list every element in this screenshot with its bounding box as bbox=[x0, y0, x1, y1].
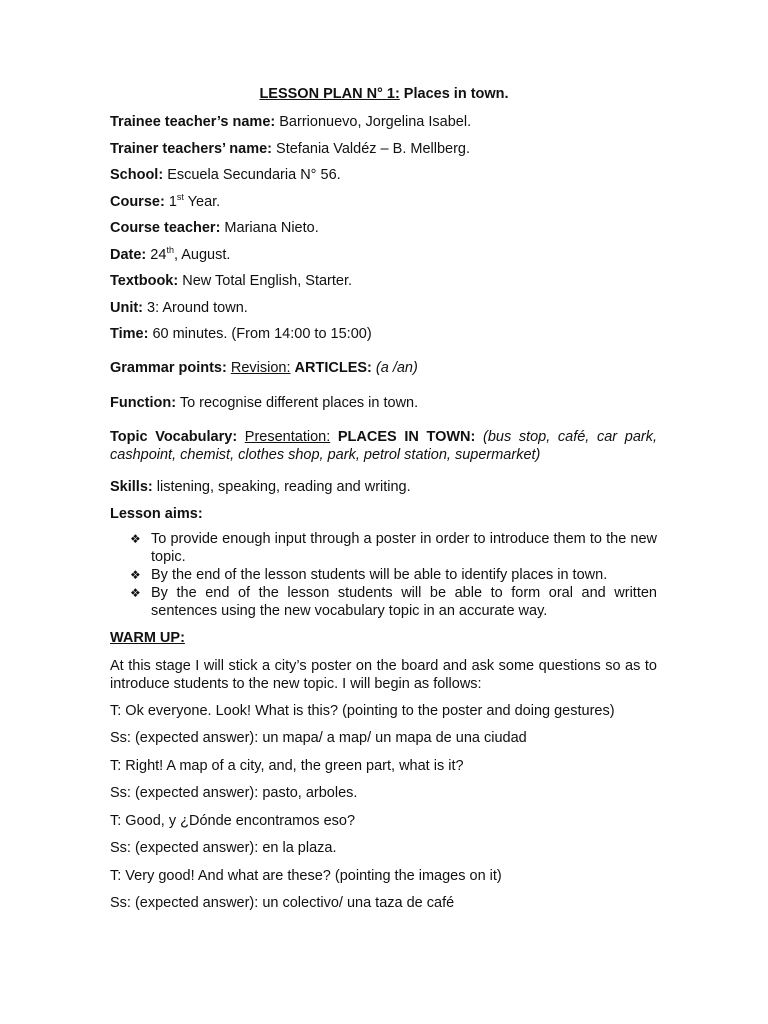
dialogue-line: T: Ok everyone. Look! What is this? (pointing to the poster and doing gestures) bbox=[110, 703, 615, 719]
dialogue-line: T: Very good! And what are these? (pointing the images on it) bbox=[110, 868, 502, 884]
lesson-aims-list bbox=[110, 530, 657, 620]
topic-vocabulary: Topic Vocabulary: Presentation: PLACES IN TOWN: (bus stop, café, car park, cashpoint, chemist, clothes shop, park, petrol station, supermarket) bbox=[110, 429, 657, 463]
list-item: ❖ To provide enough input through a poster in order to introduce them to the new topic. bbox=[130, 531, 657, 565]
info-course: Course: 1st Year. bbox=[110, 192, 221, 210]
grammar-points: Grammar points: Revision: ARTICLES: (a /an) bbox=[110, 360, 418, 376]
function-line: Function: To recognise different places in town. bbox=[110, 395, 419, 411]
info-date: Date: 24th, August. bbox=[110, 245, 231, 263]
diamond-bullet-icon: ❖ bbox=[130, 532, 141, 546]
info-course-teacher: Course teacher: Mariana Nieto. bbox=[110, 220, 319, 236]
skills-line: Skills: listening, speaking, reading and writing. bbox=[110, 479, 411, 495]
info-textbook: Textbook: New Total English, Starter. bbox=[110, 273, 353, 289]
dialogue-line: T: Right! A map of a city, and, the green part, what is it? bbox=[110, 758, 464, 774]
info-school: School: Escuela Secundaria N° 56. bbox=[110, 167, 341, 183]
list-item: ❖ By the end of the lesson students will be able to form oral and written sentences using the new vocabulary topic in an accurate way. bbox=[130, 585, 657, 619]
title-prefix: LESSON PLAN N° 1: bbox=[259, 86, 400, 102]
lesson-aims-heading: Lesson aims: bbox=[110, 506, 203, 522]
dialogue-line: Ss: (expected answer): pasto, arboles. bbox=[110, 785, 358, 801]
info-trainer: Trainer teachers’ name: Stefania Valdéz – B. Mellberg. bbox=[110, 141, 471, 157]
title-rest: Places in town. bbox=[399, 86, 509, 102]
dialogue-line: Ss: (expected answer): un mapa/ a map/ un mapa de una ciudad bbox=[110, 730, 527, 746]
warmup-heading: WARM UP: bbox=[110, 630, 185, 646]
dialogue-line: Ss: (expected answer): en la plaza. bbox=[110, 840, 337, 856]
info-unit: Unit: 3: Around town. bbox=[110, 300, 248, 316]
dialogue-line: T: Good, y ¿Dónde encontramos eso? bbox=[110, 813, 356, 829]
diamond-bullet-icon: ❖ bbox=[130, 586, 141, 600]
list-item: ❖ By the end of the lesson students will be able to identify places in town. bbox=[130, 567, 608, 583]
dialogue-line: Ss: (expected answer): un colectivo/ una taza de café bbox=[110, 895, 455, 911]
page-title bbox=[0, 85, 768, 103]
info-time: Time: 60 minutes. (From 14:00 to 15:00) bbox=[110, 326, 372, 342]
warmup-intro: At this stage I will stick a city’s poster on the board and ask some questions so as to introduce students to the new topic. I will begin as follows: bbox=[110, 658, 657, 692]
diamond-bullet-icon: ❖ bbox=[130, 568, 141, 582]
info-trainee: Trainee teacher’s name: Barrionuevo, Jorgelina Isabel. bbox=[110, 114, 472, 130]
